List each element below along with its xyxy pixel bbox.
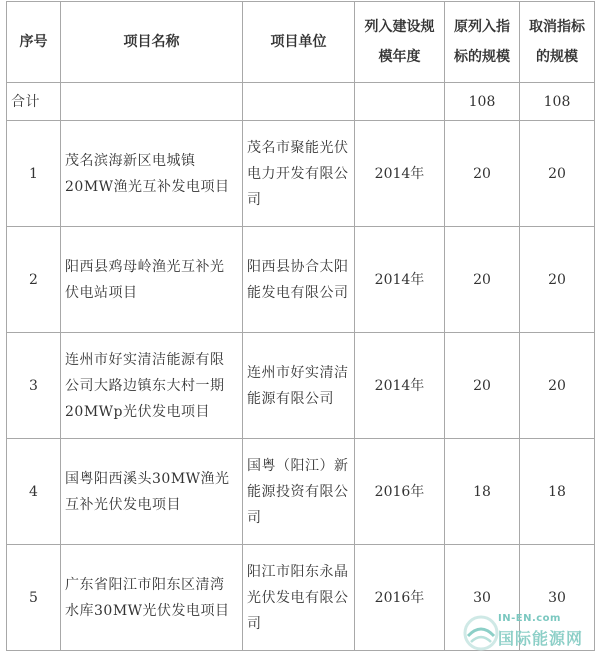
- globe-logo-icon: [462, 614, 500, 652]
- row-year: 2016年: [355, 439, 445, 545]
- total-name-cell: [61, 83, 243, 121]
- row-original: 30: [445, 545, 520, 651]
- row-cancel: 20: [520, 227, 595, 333]
- total-year-cell: [355, 83, 445, 121]
- header-index: 序号: [7, 2, 61, 83]
- row-index: 3: [7, 333, 61, 439]
- header-cancel: 取消指标的规模: [520, 2, 595, 83]
- watermark-brand: 国际能源网: [498, 629, 584, 648]
- row-index: 2: [7, 227, 61, 333]
- row-index: 4: [7, 439, 61, 545]
- row-original: 20: [445, 121, 520, 227]
- header-original: 原列入指标的规模: [445, 2, 520, 83]
- table-row: [7, 121, 595, 227]
- row-project-name: 国粤阳西溪头30MW渔光互补光伏发电项目: [61, 439, 243, 545]
- header-unit: 项目单位: [243, 2, 355, 83]
- row-project-name: 连州市好实清洁能源有限公司大路边镇东大村一期20MWp光伏发电项目: [61, 333, 243, 439]
- row-year: 2014年: [355, 121, 445, 227]
- total-label: 合计: [7, 83, 61, 121]
- row-project-unit: 阳西县协合太阳能发电有限公司: [243, 227, 355, 333]
- row-project-name: 广东省阳江市阳东区清湾水库30MW光伏发电项目: [61, 545, 243, 651]
- row-project-name: 阳西县鸡母岭渔光互补光伏电站项目: [61, 227, 243, 333]
- table-row: [7, 227, 595, 333]
- row-cancel: 18: [520, 439, 595, 545]
- header-name: 项目名称: [61, 2, 243, 83]
- table-row: [7, 333, 595, 439]
- row-index: 5: [7, 545, 61, 651]
- row-cancel: 20: [520, 121, 595, 227]
- total-cancel: 108: [520, 83, 595, 121]
- row-project-unit: 连州市好实清洁能源有限公司: [243, 333, 355, 439]
- row-original: 20: [445, 333, 520, 439]
- row-original: 18: [445, 439, 520, 545]
- total-unit-cell: [243, 83, 355, 121]
- site-watermark: [462, 612, 590, 652]
- project-table: [6, 1, 595, 651]
- row-project-unit: 国粤（阳江）新能源投资有限公司: [243, 439, 355, 545]
- row-index: 1: [7, 121, 61, 227]
- row-cancel: 20: [520, 333, 595, 439]
- row-project-unit: 阳江市阳东永晶光伏发电有限公司: [243, 545, 355, 651]
- row-cancel: 30: [520, 545, 595, 651]
- total-original: 108: [445, 83, 520, 121]
- row-original: 20: [445, 227, 520, 333]
- table-header-row: [7, 2, 595, 83]
- header-year: 列入建设规模年度: [355, 2, 445, 83]
- row-year: 2014年: [355, 227, 445, 333]
- table-row: [7, 439, 595, 545]
- row-year: 2016年: [355, 545, 445, 651]
- row-year: 2014年: [355, 333, 445, 439]
- row-project-unit: 茂名市聚能光伏电力开发有限公司: [243, 121, 355, 227]
- row-project-name: 茂名滨海新区电城镇20MW渔光互补发电项目: [61, 121, 243, 227]
- watermark-domain: IN-EN.com: [498, 613, 561, 624]
- total-row: [7, 83, 595, 121]
